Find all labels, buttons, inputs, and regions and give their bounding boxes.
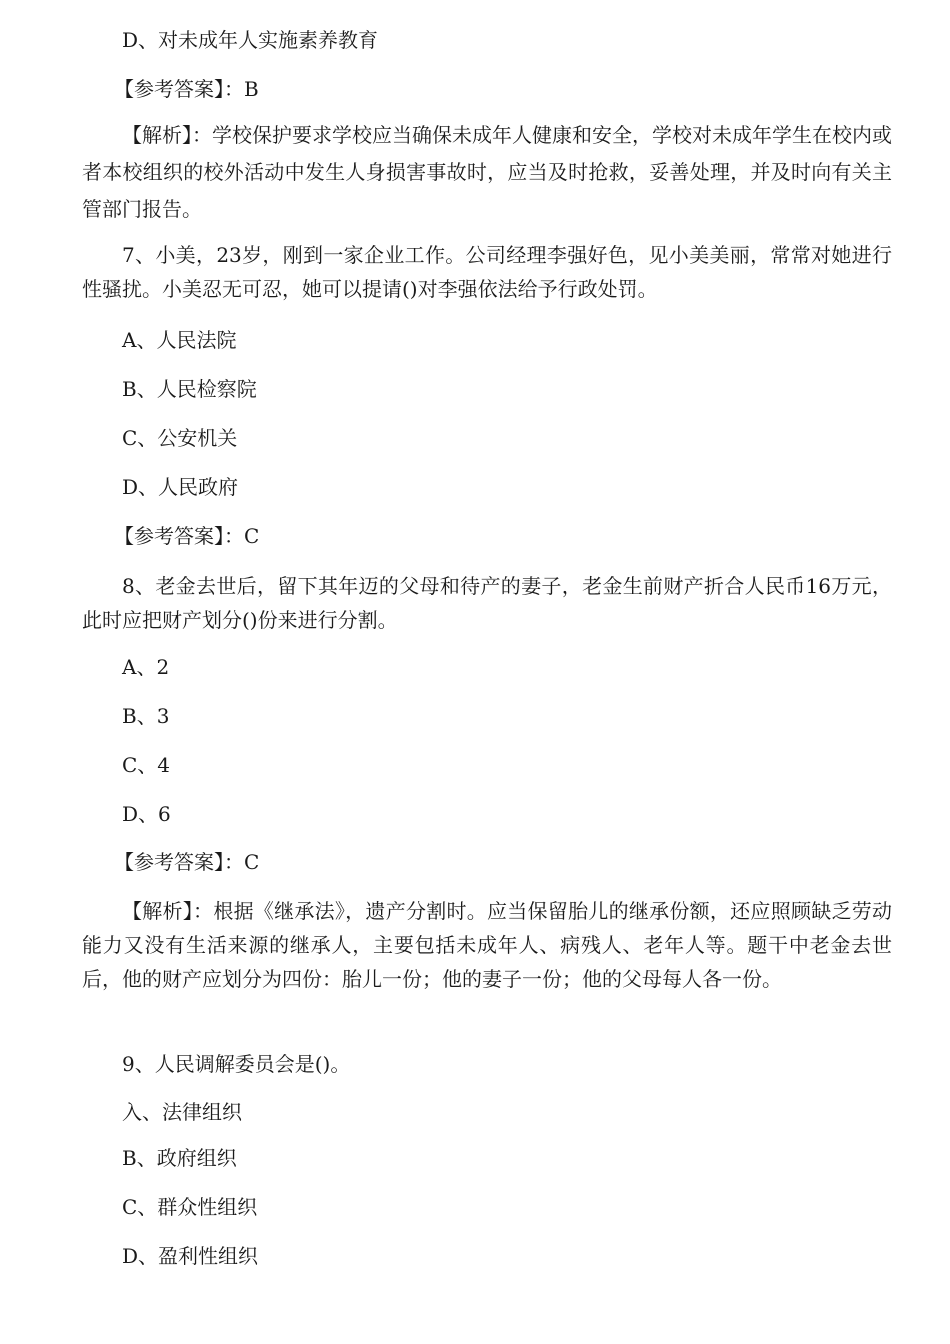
- q8-answer: 【参考答案】：C: [114, 850, 260, 874]
- q6-option-d: D、对未成年人实施素养教育: [122, 28, 379, 52]
- q8-option-c: C、4: [122, 753, 171, 777]
- q7-answer: 【参考答案】：C: [114, 524, 260, 548]
- q7-option-b: B、人民检察院: [122, 377, 257, 401]
- q6-analysis: [82, 117, 892, 228]
- q8-analysis-text: 根据《继承法》，遗产分割时。应当保留胎儿的继承份额，还应照顾缺乏劳动能力又没有生活来源的继承人，主要包括未成年人、病残人、老年人等。题干中老金去世后，他的财产应划分为四份：胎儿一份；他的妻子一份；他的父母每人各一份。: [82, 899, 893, 991]
- q9-option-c: C、群众性组织: [122, 1195, 258, 1219]
- q8-option-d: D、6: [122, 802, 171, 826]
- q7-stem: 7、小美，23岁，刚到一家企业工作。公司经理李强好色，见小美美丽，常常对她进行性骚扰。小美忍无可忍，她可以提请()对李强依法给予行政处罚。: [82, 243, 892, 301]
- q6-answer: 【参考答案】：B: [114, 77, 259, 101]
- q8-option-b: B、3: [122, 704, 170, 728]
- q7-option-c: C、公安机关: [122, 426, 238, 450]
- q8-analysis-label: 【解析】：: [122, 899, 214, 923]
- q8-option-a: A、2: [122, 655, 170, 679]
- q9-stem: 9、人民调解委员会是()。: [122, 1052, 351, 1076]
- q7-option-d: D、人民政府: [122, 475, 239, 499]
- q8-stem: 8、老金去世后，留下其年迈的父母和待产的妻子，老金生前财产折合人民币16万元，此时应把财产划分()份来进行分割。: [82, 574, 892, 632]
- q6-analysis-label: 【解析】：: [122, 123, 212, 147]
- q9-option-a: 入、法律组织: [122, 1100, 242, 1124]
- q9-option-b: B、政府组织: [122, 1146, 237, 1170]
- q8-analysis: [82, 894, 892, 996]
- q7-option-a: A、人民法院: [122, 328, 237, 352]
- q9-option-d: D、盈利性组织: [122, 1244, 259, 1268]
- q6-analysis-text: 学校保护要求学校应当确保未成年人健康和安全，学校对未成年学生在校内或者本校组织的校外活动中发生人身损害事故时，应当及时抢救，妥善处理，并及时向有关主管部门报告。: [82, 123, 892, 221]
